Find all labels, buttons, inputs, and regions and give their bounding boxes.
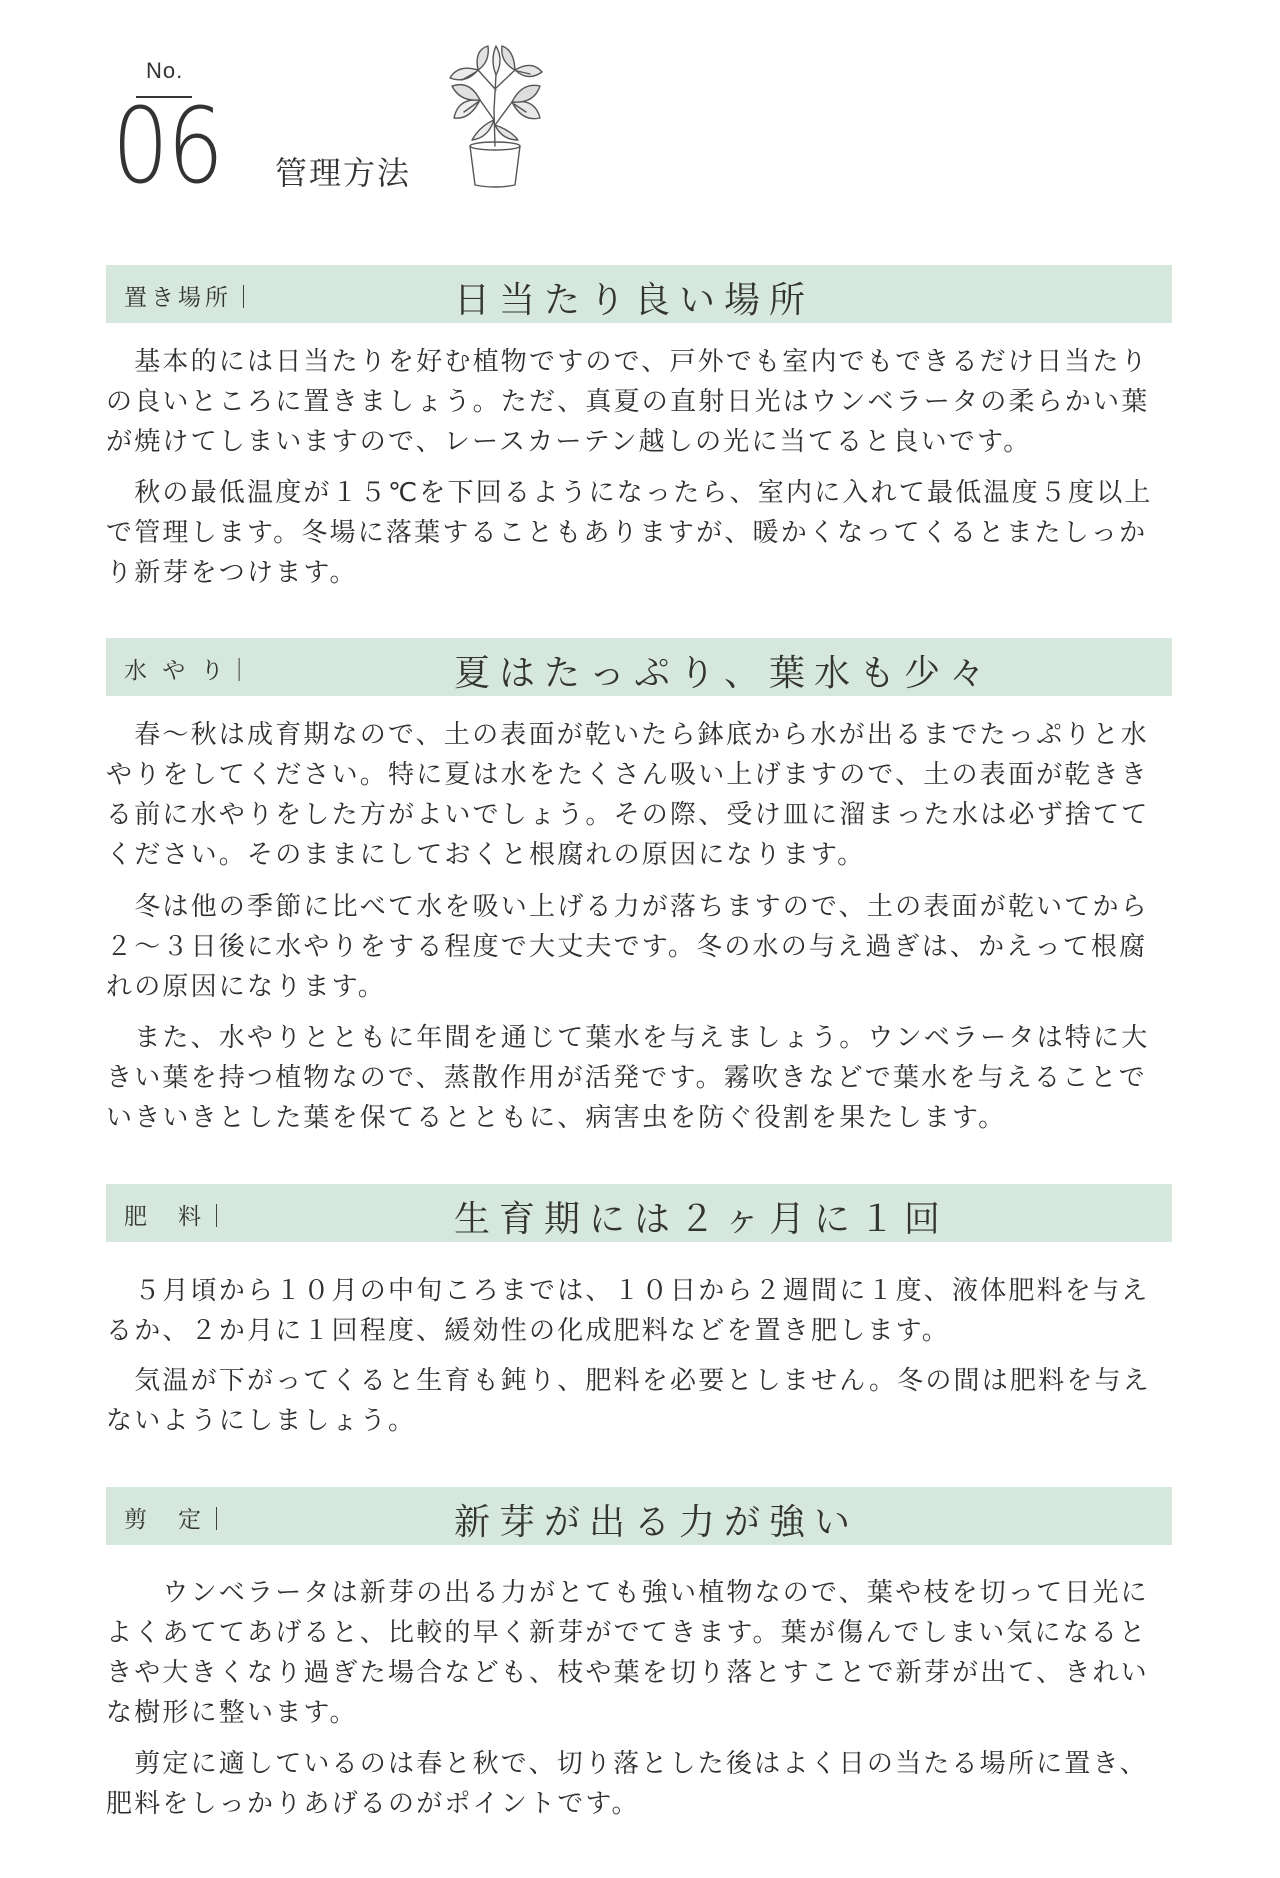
- section-title: 日当たり良い場所: [454, 280, 815, 321]
- paragraph: [106, 1744, 1172, 1824]
- text-line: ください。そのままにしておくと根腐れの原因になります。: [106, 840, 866, 870]
- text-line: で管理します。冬場に落葉することもありますが、暖かくなってくるとまたしっか: [106, 518, 1148, 548]
- section-label: 肥 料｜: [124, 1204, 232, 1230]
- section-label: 置き場所｜: [124, 285, 259, 311]
- text-line: ５月頃から１０月の中旬ころまでは、１０日から２週間に１度、液体肥料を与え: [106, 1276, 1150, 1306]
- section-band-fertilizer: [106, 1184, 1172, 1242]
- potted-plant-icon: [440, 40, 550, 190]
- paragraph: [106, 715, 1172, 875]
- section-title: 生育期には２ヶ月に１回: [454, 1199, 950, 1240]
- text-line: 春〜秋は成育期なので、土の表面が乾いたら鉢底から水が出るまでたっぷりと水: [106, 720, 1149, 750]
- number-label: No.: [146, 58, 184, 83]
- text-line: きや大きくなり過ぎた場合なども、枝や葉を切り落とすことで新芽が出て、きれい: [106, 1658, 1149, 1688]
- chapter-number: 06: [112, 85, 223, 207]
- section-band-placement: [106, 265, 1172, 323]
- section-band-pruning: [106, 1487, 1172, 1545]
- paragraph: [106, 887, 1172, 1007]
- text-line: きい葉を持つ植物なので、蒸散作用が活発です。霧吹きなどで葉水を与えることで: [106, 1063, 1147, 1093]
- text-line: ウンベラータは新芽の出る力がとても強い植物なので、葉や枝を切って日光に: [106, 1578, 1149, 1608]
- text-line: ２〜３日後に水やりをする程度で大丈夫です。冬の水の与え過ぎは、かえって根腐: [106, 932, 1148, 962]
- text-line: いきいきとした葉を保てるとともに、病害虫を防ぐ役割を果たします。: [106, 1103, 1007, 1133]
- text-line: 基本的には日当たりを好む植物ですので、戸外でも室内でもできるだけ日当たり: [106, 347, 1149, 377]
- paragraph: [106, 473, 1172, 593]
- paragraph: [106, 1018, 1172, 1138]
- text-line: やりをしてください。特に夏は水をたくさん吸い上げますので、土の表面が乾きき: [106, 760, 1149, 790]
- text-line: ないようにしましょう。: [106, 1406, 417, 1436]
- text-line: 剪定に適しているのは春と秋で、切り落とした後はよく日の当たる場所に置き、: [106, 1749, 1148, 1779]
- text-line: が焼けてしまいますので、レースカーテン越しの光に当てると良いです。: [106, 427, 1032, 457]
- text-line: また、水やりとともに年間を通じて葉水を与えましょう。ウンベラータは特に大: [106, 1023, 1150, 1053]
- paragraph: [106, 1573, 1172, 1733]
- section-title: 新芽が出る力が強い: [454, 1502, 860, 1543]
- text-line: の良いところに置きましょう。ただ、真夏の直射日光はウンベラータの柔らかい葉: [106, 387, 1150, 417]
- paragraph: [106, 1361, 1172, 1441]
- text-line: り新芽をつけます。: [106, 558, 358, 588]
- section-band-watering: [106, 638, 1172, 696]
- section-label: 水 や り｜: [124, 658, 255, 684]
- text-line: れの原因になります。: [106, 972, 386, 1002]
- text-line: よくあててあげると、比較的早く新芽がでてきます。葉が傷んでしまい気になると: [106, 1618, 1148, 1648]
- text-line: る前に水やりをした方がよいでしょう。その際、受け皿に溜まった水は必ず捨てて: [106, 800, 1150, 830]
- text-line: 冬は他の季節に比べて水を吸い上げる力が落ちますので、土の表面が乾いてから: [106, 892, 1149, 922]
- text-line: 肥料をしっかりあげるのがポイントです。: [106, 1789, 640, 1819]
- section-title: 夏はたっぷり、葉水も少々: [454, 653, 995, 694]
- text-line: るか、２か月に１回程度、緩効性の化成肥料などを置き肥します。: [106, 1316, 950, 1346]
- section-label: 剪 定｜: [124, 1507, 232, 1533]
- text-line: 気温が下がってくると生育も鈍り、肥料を必要としません。冬の間は肥料を与え: [106, 1366, 1151, 1396]
- text-line: 秋の最低温度が１５℃を下回るようになったら、室内に入れて最低温度５度以上: [106, 478, 1153, 508]
- paragraph: [106, 342, 1172, 462]
- chapter-title: 管理方法: [275, 154, 412, 192]
- paragraph: [106, 1271, 1172, 1351]
- text-line: な樹形に整います。: [106, 1698, 358, 1728]
